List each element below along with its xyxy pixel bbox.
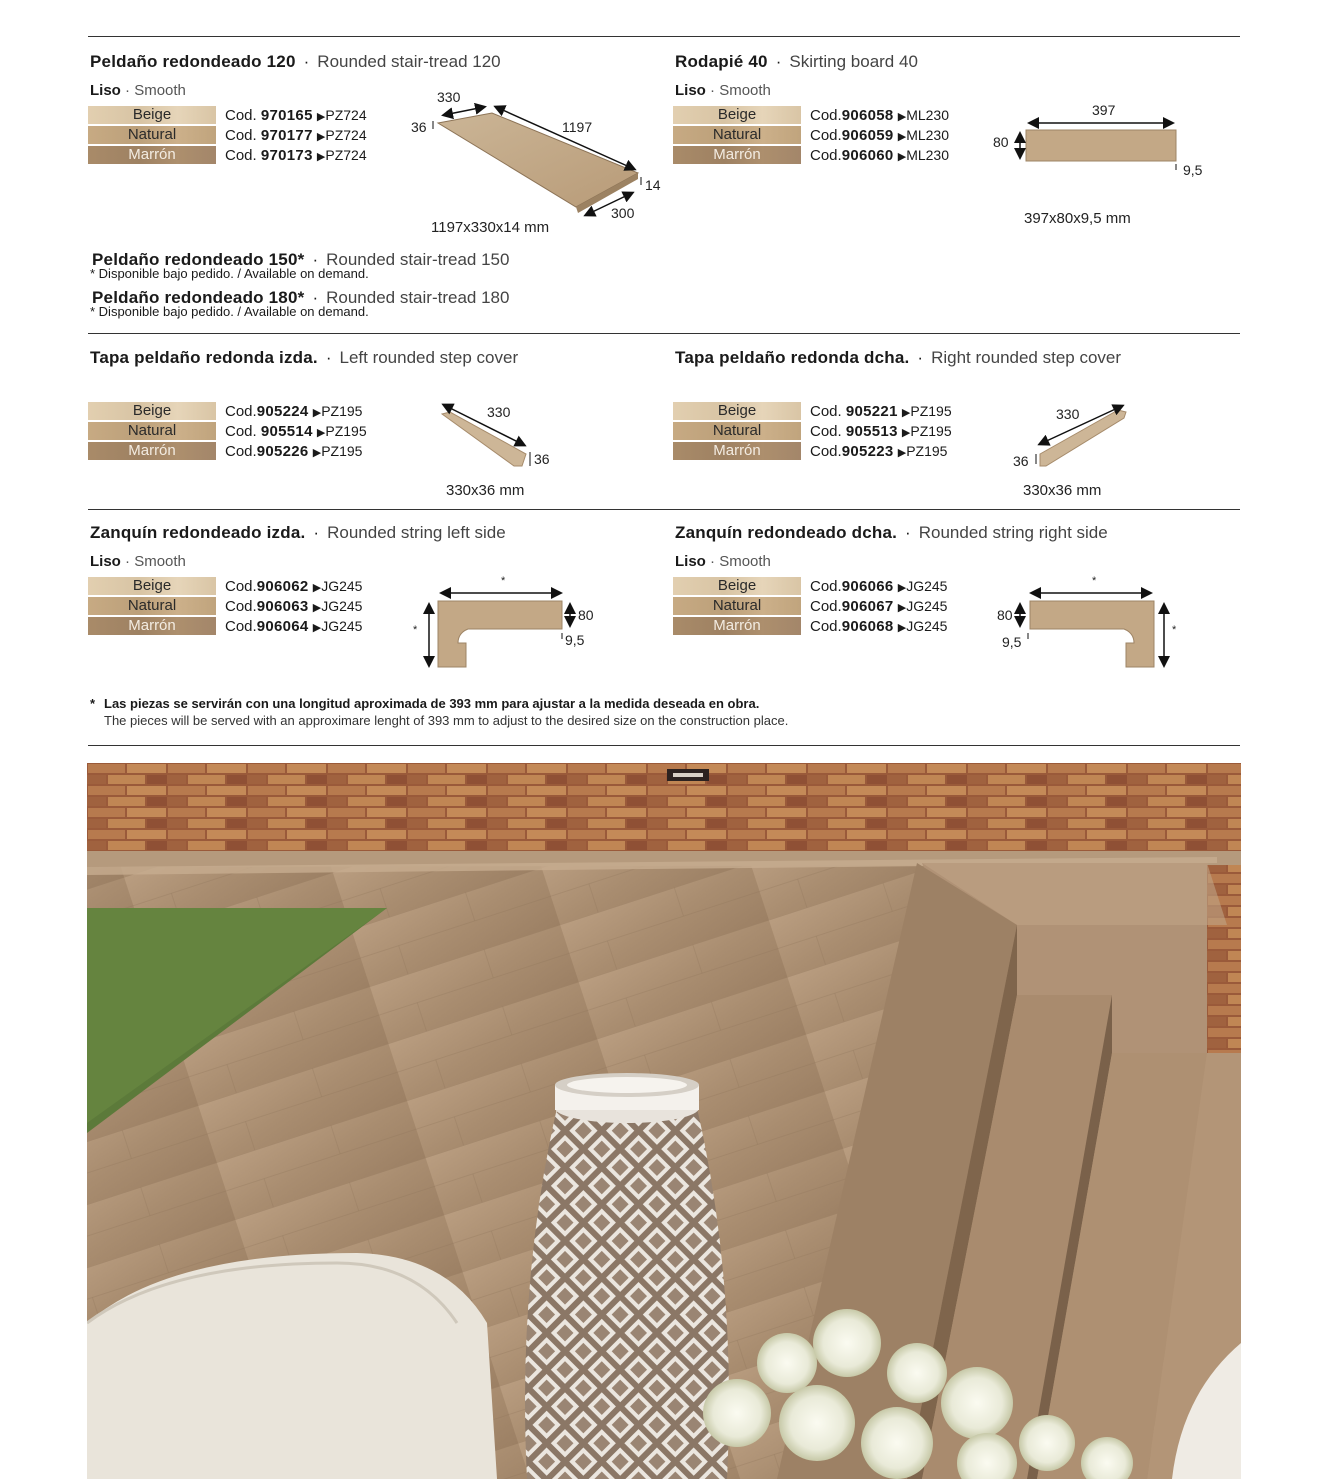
left-string-diagram [418,585,578,670]
size-label: 330x36 mm [1023,482,1102,499]
left-step-cover-title: Tapa peldaño redonda izda. · Left rounded step cover [90,348,519,367]
swatch-marron: Marrón [88,146,216,164]
dim-label: 330 [1056,406,1080,422]
dim-label: 1197 [562,119,593,135]
dim-label: 80 [997,607,1013,623]
dim-label: 80 [993,134,1009,150]
code-row: Cod. 905221 ▶PZ195 [810,403,952,420]
skirting-board-title: Rodapié 40 · Skirting board 40 [675,52,918,71]
dim-label: 300 [611,205,635,221]
stair-tread-120-title: Peldaño redondeado 120 · Rounded stair-tread 120 [90,52,501,71]
dim-label: 397 [1092,102,1116,118]
code-row: Cod.906059 ▶ML230 [810,127,949,144]
size-label: 330x36 mm [446,482,525,499]
skirting-board-finish: Liso · Smooth [675,82,771,99]
code-row: Cod. 905513 ▶PZ195 [810,423,952,440]
dim-label: 330 [487,404,511,420]
code-row: Cod. 970165 ▶PZ724 [225,107,367,124]
stair-tread-120-finish: Liso · Smooth [90,82,186,99]
swatch-beige: Beige [673,402,801,420]
swatch-beige: Beige [88,402,216,420]
swatch-marron: Marrón [673,442,801,460]
code-row: Cod.906062 ▶JG245 [225,578,363,595]
code-row: Cod.906066 ▶JG245 [810,578,948,595]
terrace-stairs-image [87,763,1241,1479]
swatch-beige: Beige [673,106,801,124]
right-string-diagram [1012,585,1177,670]
dim-label: 330 [437,89,461,105]
dim-label: 80 [578,607,594,623]
dim-label: * [1172,624,1177,636]
dim-label: 9,5 [565,632,585,648]
availability-note: * Disponible bajo pedido. / Available on demand. [90,266,369,281]
right-step-cover-diagram [1028,398,1138,473]
code-row: Cod.906058 ▶ML230 [810,107,949,124]
footnote: * Las piezas se servirán con una longitud aproximada de 393 mm para ajustar a la medida deseada en obra. The pieces will be served with an approximare lenght of 393 mm to adjust to the desired size on the construction place. [90,696,789,728]
swatch-marron: Marrón [88,617,216,635]
code-row: Cod.906064 ▶JG245 [225,618,363,635]
dim-label: 36 [411,119,427,135]
skirting-board-diagram [1010,110,1190,180]
swatch-marron: Marrón [88,442,216,460]
swatch-natural: Natural [88,422,216,440]
code-row: Cod.905223 ▶PZ195 [810,443,948,460]
dim-label: * [501,575,506,587]
rule-3 [88,509,1240,510]
dim-label: 9,5 [1002,634,1022,650]
rule-2 [88,333,1240,334]
dim-label: * [1092,575,1097,587]
dim-label: * [413,624,418,636]
dim-label: 36 [1013,453,1029,469]
left-string-finish: Liso · Smooth [90,553,186,570]
installation-photo [87,763,1241,1479]
swatch-beige: Beige [88,577,216,595]
swatch-natural: Natural [88,126,216,144]
size-label: 397x80x9,5 mm [1024,210,1131,227]
right-string-finish: Liso · Smooth [675,553,771,570]
swatch-beige: Beige [673,577,801,595]
top-rule [88,36,1240,37]
code-row: Cod.906063 ▶JG245 [225,598,363,615]
code-row: Cod.905226 ▶PZ195 [225,443,363,460]
size-label: 1197x330x14 mm [431,219,550,236]
code-row: Cod. 970177 ▶PZ724 [225,127,367,144]
swatch-marron: Marrón [673,146,801,164]
swatch-natural: Natural [673,422,801,440]
code-row: Cod.906068 ▶JG245 [810,618,948,635]
stair-tread-180-title: Peldaño redondeado 180* · Rounded stair-tread 180 [92,288,510,307]
stair-tread-150-title: Peldaño redondeado 150* · Rounded stair-tread 150 [92,250,510,269]
code-row: Cod. 970173 ▶PZ724 [225,147,367,164]
rule-4 [88,745,1240,746]
dim-label: 14 [645,177,661,193]
code-row: Cod. 905514 ▶PZ195 [225,423,367,440]
dim-label: 9,5 [1183,162,1203,178]
swatch-natural: Natural [88,597,216,615]
availability-note: * Disponible bajo pedido. / Available on demand. [90,304,369,319]
swatch-natural: Natural [673,126,801,144]
swatch-natural: Natural [673,597,801,615]
right-step-cover-title: Tapa peldaño redonda dcha. · Right rounded step cover [675,348,1122,367]
code-row: Cod.905224 ▶PZ195 [225,403,363,420]
right-string-title: Zanquín redondeado dcha. · Rounded string right side [675,523,1108,542]
left-step-cover-diagram [430,398,540,473]
left-string-title: Zanquín redondeado izda. · Rounded string left side [90,523,506,542]
dim-label: 36 [534,451,550,467]
swatch-marron: Marrón [673,617,801,635]
code-row: Cod.906067 ▶JG245 [810,598,948,615]
swatch-beige: Beige [88,106,216,124]
code-row: Cod.906060 ▶ML230 [810,147,949,164]
